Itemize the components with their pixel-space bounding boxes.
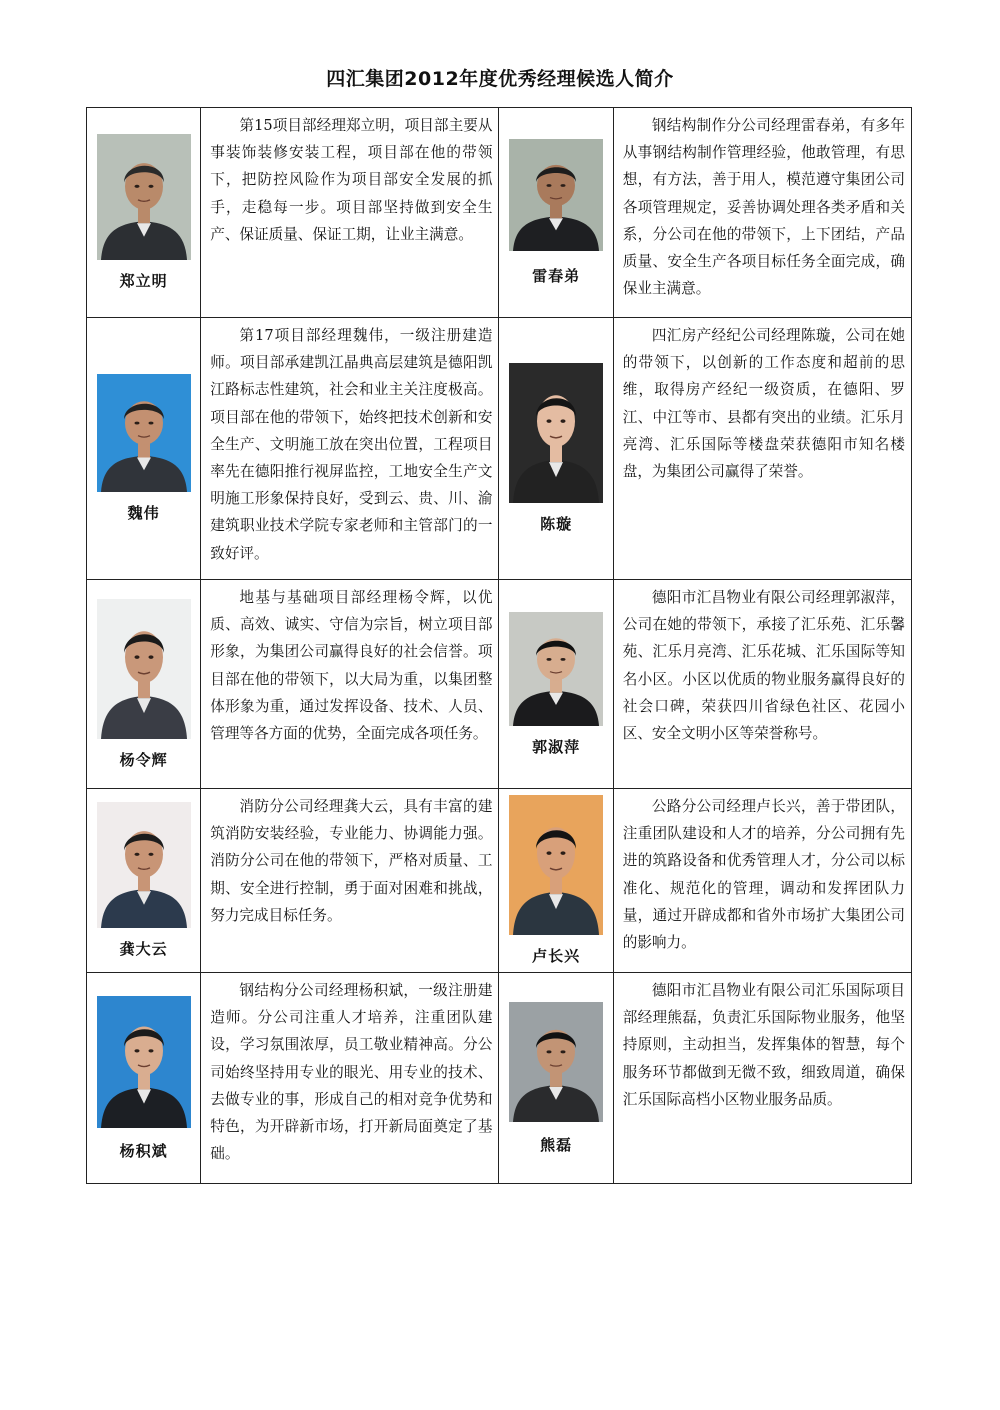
- portrait-photo: [509, 795, 603, 935]
- photo-cell: [499, 108, 613, 318]
- portrait-photo: [509, 1002, 603, 1122]
- candidate-name: 熊磊: [540, 1135, 573, 1154]
- portrait-photo: [97, 599, 191, 739]
- portrait-photo: [97, 374, 191, 492]
- candidate-description: [201, 318, 499, 580]
- photo-cell: [499, 973, 613, 1184]
- portrait-photo: [509, 612, 603, 726]
- photo-cell: [499, 580, 613, 789]
- candidate-description: [613, 318, 911, 580]
- candidate-description: [613, 973, 911, 1184]
- table-row: [87, 789, 912, 973]
- photo-cell: [499, 789, 613, 973]
- candidate-name: 郑立明: [119, 272, 168, 290]
- portrait-photo: [509, 363, 603, 503]
- candidate-name: 魏伟: [127, 504, 160, 522]
- candidate-description: [201, 580, 499, 789]
- candidate-table: [86, 107, 912, 1184]
- description-text: 消防分公司经理龚大云，具有丰富的建筑消防安装经验，专业能力、协调能力强。消防分公司在他的带领下，严格对质量、工期、安全进行控制，勇于面对困难和挑战，努力完成目标任务。: [210, 798, 493, 924]
- candidate-name: 龚大云: [119, 940, 168, 958]
- table-row: [87, 108, 912, 318]
- candidate-description: [613, 789, 911, 973]
- candidate-description: [613, 108, 911, 318]
- candidate-description: [201, 789, 499, 973]
- candidate-name: 杨积斌: [119, 1141, 168, 1160]
- portrait-photo: [509, 139, 603, 251]
- candidate-name: 陈璇: [540, 515, 573, 533]
- candidate-name: 郭淑萍: [532, 737, 581, 756]
- description-text: 钢结构制作分公司经理雷春弟，有多年从事钢结构制作管理经验，他敢管理，有思想，有方法，善于用人，模范遵守集团公司各项管理规定，妥善协调处理各类矛盾和关系，分公司在他的带领下，上下团结，产品质量、安全生产各项目标任务全面完成，确保业主满意。: [622, 117, 905, 298]
- candidate-name: 杨令辉: [119, 750, 168, 769]
- description-text: 地基与基础项目部经理杨令辉，以优质、高效、诚实、守信为宗旨，树立项目部形象，为集团公司赢得良好的社会信誉。项目部在他的带领下，以大局为重，以集团整体形象为重，通过发挥设备、技术、人员、管理等各方面的优势，全面完成各项任务。: [210, 589, 493, 743]
- table-row: [87, 318, 912, 580]
- photo-cell: [87, 318, 201, 580]
- candidate-description: [613, 580, 911, 789]
- table-row: [87, 580, 912, 789]
- description-text: 四汇房产经纪公司经理陈璇，公司在她的带领下，以创新的工作态度和超前的思维，取得房产经纪一级资质，在德阳、罗江、中江等市、县都有突出的业绩。汇乐月亮湾、汇乐国际等楼盘荣获德阳市知名楼盘，为集团公司赢得了荣誉。: [622, 327, 905, 481]
- description-text: 第17项目部经理魏伟，一级注册建造师。项目部承建凯江晶典高层建筑是德阳凯江路标志性建筑，社会和业主关注度极高。项目部在他的带领下，始终把技术创新和安全生产、文明施工放在突出位置，工程项目率先在德阳推行视屏监控，工地安全生产文明施工形象保持良好，受到云、贵、川、渝建筑职业技术学院专家老师和主管部门的一致好评。: [210, 327, 493, 562]
- candidate-name: 卢长兴: [532, 947, 581, 965]
- description-text: 第15项目部经理郑立明，项目部主要从事装饰装修安装工程，项目部在他的带领下，把防控风险作为项目部安全发展的抓手，走稳每一步。项目部坚持做到安全生产、保证质量、保证工期，让业主满意。: [210, 117, 493, 243]
- description-text: 公路分公司经理卢长兴，善于带团队，注重团队建设和人才的培养，分公司拥有先进的筑路设备和优秀管理人才，分公司以标准化、规范化的管理，调动和发挥团队力量，通过开辟成都和省外市场扩大集团公司的影响力。: [622, 798, 905, 952]
- portrait-photo: [97, 134, 191, 260]
- description-text: 德阳市汇昌物业有限公司经理郭淑萍，公司在她的带领下，承接了汇乐苑、汇乐馨苑、汇乐月亮湾、汇乐花城、汇乐国际等知名小区。小区以优质的物业服务赢得良好的社会口碑，荣获四川省绿色社区、花园小区、安全文明小区等荣誉称号。: [622, 589, 905, 743]
- description-text: 德阳市汇昌物业有限公司汇乐国际项目部经理熊磊，负责汇乐国际物业服务，他坚持原则，主动担当，发挥集体的智慧，每个服务环节都做到无微不致，细致周道，确保汇乐国际高档小区物业服务品质。: [622, 982, 905, 1108]
- photo-cell: [499, 318, 613, 580]
- photo-cell: [87, 789, 201, 973]
- candidate-description: [201, 108, 499, 318]
- portrait-photo: [97, 996, 191, 1128]
- photo-cell: [87, 973, 201, 1184]
- candidate-description: [201, 973, 499, 1184]
- page-title: 四汇集团2012年度优秀经理候选人简介: [326, 68, 674, 90]
- photo-cell: [87, 108, 201, 318]
- table-row: [87, 973, 912, 1184]
- description-text: 钢结构分公司经理杨积斌，一级注册建造师。分公司注重人才培养，注重团队建设，学习氛围浓厚，员工敬业精神高。分公司始终坚持用专业的眼光、用专业的技术、去做专业的事，形成自己的相对竞争优势和特色，为开辟新市场，打开新局面奠定了基础。: [210, 982, 493, 1163]
- photo-cell: [87, 580, 201, 789]
- candidate-name: 雷春弟: [532, 267, 581, 285]
- portrait-photo: [97, 802, 191, 928]
